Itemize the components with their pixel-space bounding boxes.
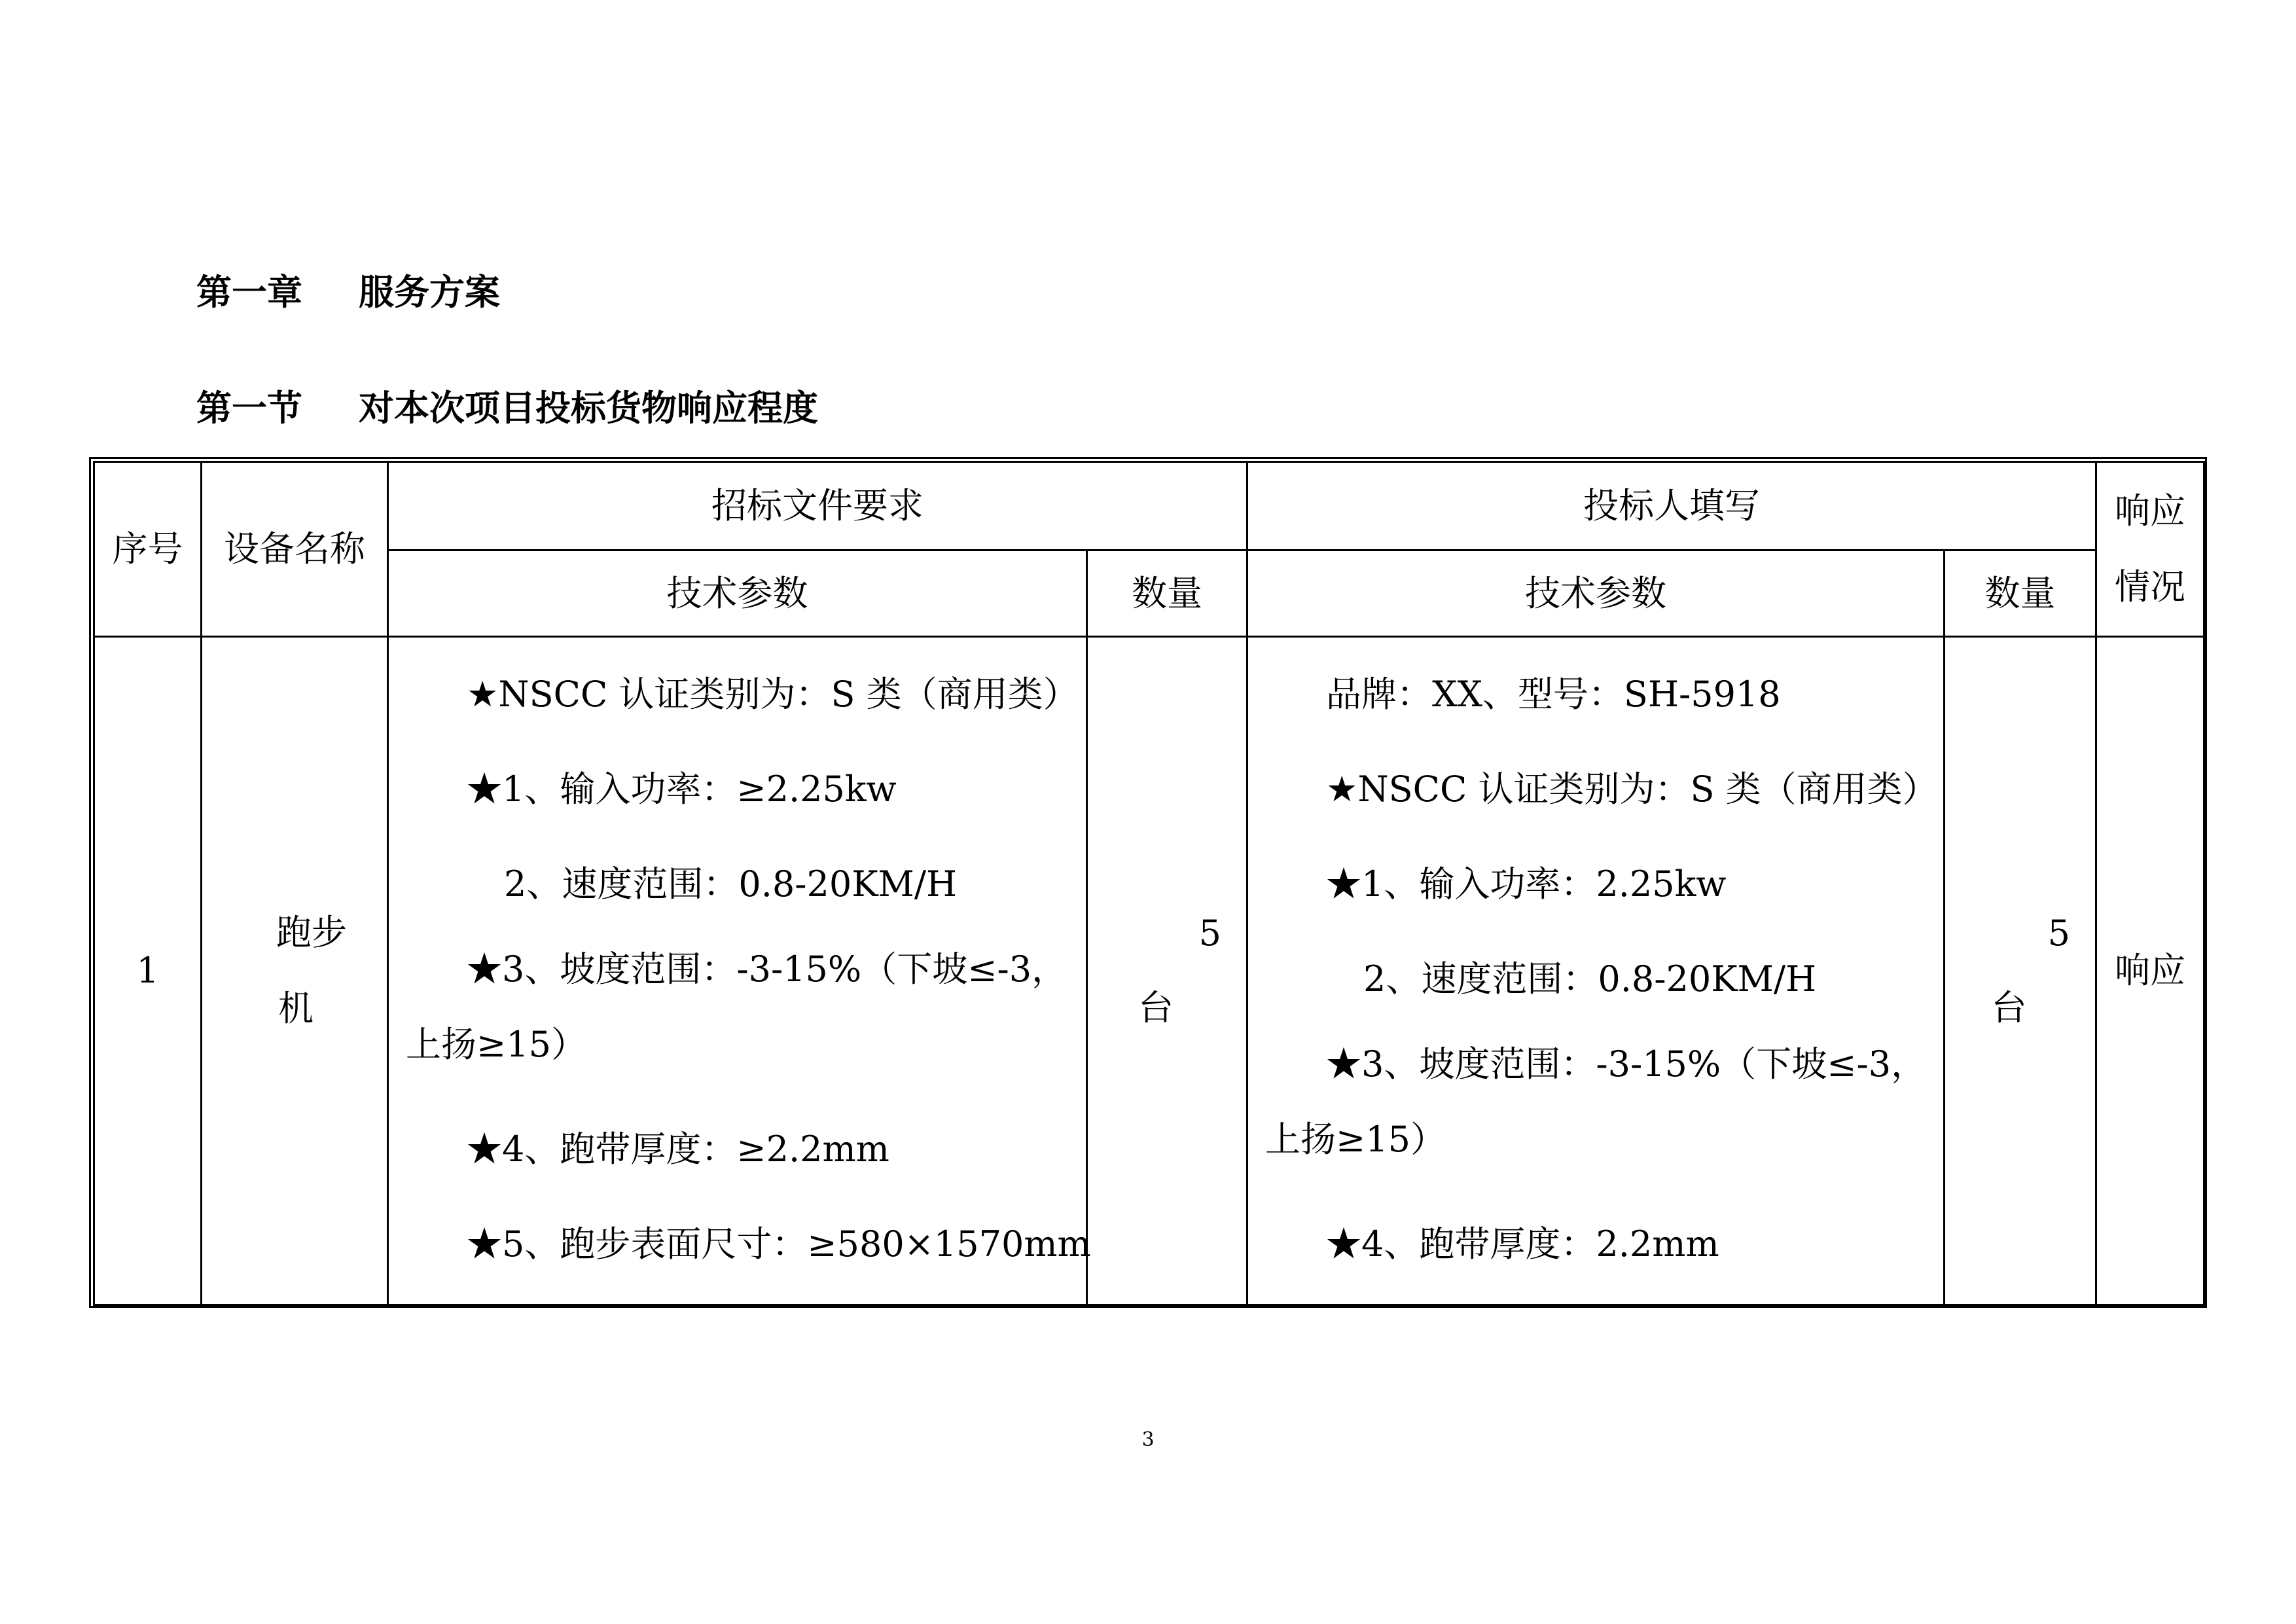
row-tender-tech-params [388, 637, 1091, 1305]
page-number: 3 [1141, 1428, 1155, 1451]
section-number: 第一节 [196, 388, 302, 429]
tender-quantity-number: 5 [1198, 912, 1221, 954]
bidder-param-line: 上扬≥15） [1265, 1119, 1446, 1160]
header-bidder-quantity: 数量 [1945, 550, 2096, 637]
bidder-param-item: ★NSCC 认证类别为：S 类（商用类） [1326, 768, 1938, 810]
header-seq: 序号 [94, 462, 202, 637]
tender-param-item [406, 931, 1074, 1082]
chapter-title: 服务方案 [359, 272, 500, 313]
tender-param-item: ★4、跑带厚度：≥2.2mm [467, 1128, 889, 1170]
header-tender-tech-params: 技术参数 [388, 550, 1087, 637]
tender-quantity-unit: 台 [1138, 987, 1174, 1028]
header-device-name: 设备名称 [202, 462, 388, 637]
bidder-param-item: ★1、输入功率：2.25kw [1326, 863, 1727, 905]
row-response: 响应 [2096, 637, 2204, 1305]
table-header-row [94, 462, 2204, 550]
bidder-quantity-unit: 台 [1991, 987, 2027, 1028]
chapter-heading [196, 272, 500, 314]
header-tender-quantity: 数量 [1087, 550, 1247, 637]
bidder-params-list [1248, 638, 1943, 1291]
tender-param-item: ★1、输入功率：≥2.25kw [467, 768, 897, 810]
row-tender-quantity [1087, 637, 1247, 1305]
header-response [2096, 462, 2204, 637]
tender-param-line: ★3、坡度范围：-3-15%（下坡≤-3， [467, 948, 1067, 990]
header-bidder-tech-params: 技术参数 [1247, 550, 1945, 637]
bidder-param-item: ★4、跑带厚度：2.2mm [1326, 1223, 1719, 1265]
row-device-name-line1: 跑步 [276, 912, 347, 953]
tender-param-line: 上扬≥15） [406, 1024, 586, 1065]
header-response-line1: 响应 [2115, 490, 2185, 532]
tender-param-item: ★NSCC 认证类别为：S 类（商用类） [467, 674, 1079, 715]
row-device-name [202, 637, 388, 1305]
bidder-param-item [1265, 1026, 1931, 1177]
table-subheader-row [94, 550, 2204, 637]
bidder-quantity-number: 5 [2047, 912, 2070, 954]
section-title: 对本次项目投标货物响应程度 [359, 388, 818, 429]
row-seq: 1 [94, 637, 202, 1305]
chapter-number: 第一章 [196, 272, 302, 313]
tender-param-item: 2、速度范围：0.8-20KM/H [504, 863, 958, 905]
tender-params-list [389, 638, 1091, 1291]
tender-param-item: ★5、跑步表面尺寸：≥580×1570mm [467, 1223, 1091, 1265]
row-bidder-tech-params [1247, 637, 1945, 1305]
bidder-param-item: 品牌：XX、型号：SH-5918 [1326, 674, 1781, 715]
table-row [94, 637, 2204, 1305]
header-bidder-entries: 投标人填写 [1247, 462, 2096, 550]
row-device-name-line2: 机 [278, 988, 314, 1029]
bidder-param-line: ★3、坡度范围：-3-15%（下坡≤-3， [1326, 1043, 1927, 1085]
header-response-line2: 情况 [2115, 566, 2185, 607]
header-tender-requirements: 招标文件要求 [388, 462, 1247, 550]
response-table [93, 461, 2205, 1306]
section-heading [196, 388, 818, 429]
bidder-param-item: 2、速度范围：0.8-20KM/H [1363, 958, 1817, 1000]
row-bidder-quantity [1945, 637, 2096, 1305]
